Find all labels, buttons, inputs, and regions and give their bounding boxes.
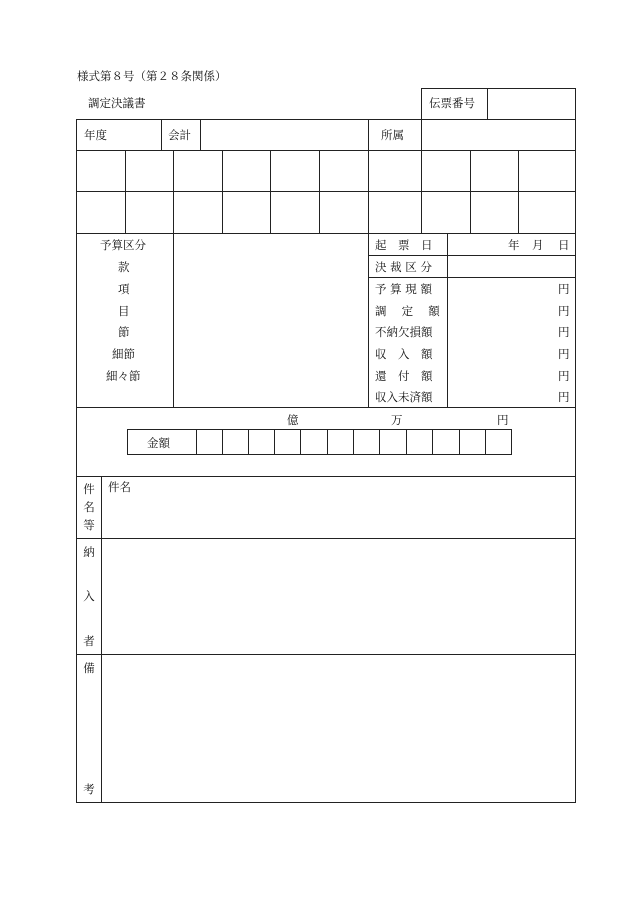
frame-left	[76, 119, 77, 803]
date-month: 月	[532, 238, 544, 252]
v-grid-5	[319, 150, 320, 233]
amount-digit-divider	[406, 429, 407, 455]
date-day: 日	[558, 238, 570, 252]
subject-label: 件名	[108, 480, 131, 494]
budget-moku-label: 目	[118, 304, 130, 318]
unit-oku: 億	[287, 413, 299, 427]
remarks-side-char: 考	[83, 782, 95, 796]
refund-label: 還 付 額	[375, 369, 433, 383]
decision-label: 決 裁 区 分	[375, 260, 432, 274]
slip-number-label: 伝票番号	[429, 96, 475, 110]
h-line-476	[76, 476, 576, 477]
v-budget-3	[447, 233, 448, 407]
yen-unit: 円	[558, 304, 570, 318]
subject-side-char: 件	[83, 482, 95, 496]
yen-unit: 円	[558, 347, 570, 361]
amount-label-divider	[196, 429, 197, 455]
amount-digit-divider	[300, 429, 301, 455]
frame-title-divider-mid	[487, 88, 488, 119]
amount-digit-divider	[485, 429, 486, 455]
v-grid-1	[125, 150, 126, 233]
draft-date-label: 起 票 日	[375, 238, 433, 252]
subject-side-char: 等	[83, 518, 95, 532]
frame-title-divider-left	[421, 88, 422, 119]
date-year: 年	[508, 238, 520, 252]
v-grid-9	[518, 150, 519, 233]
budget-saisetsu-label: 細節	[112, 347, 135, 361]
uncollectible-label: 不納欠損額	[375, 325, 433, 339]
v-year-3	[368, 119, 369, 150]
v-side-label	[101, 476, 102, 802]
form-title: 調定決議書	[88, 96, 146, 110]
unit-man: 万	[391, 413, 403, 427]
amount-digit-divider	[248, 429, 249, 455]
v-year-4	[421, 119, 422, 150]
form-number-note: 様式第８号（第２８条関係）	[77, 69, 227, 83]
account-label: 会計	[168, 128, 191, 142]
amount-digit-divider	[432, 429, 433, 455]
yen-unit: 円	[558, 390, 570, 404]
slip-number-field[interactable]	[492, 96, 572, 112]
amount-digit-divider	[327, 429, 328, 455]
amount-digit-divider	[353, 429, 354, 455]
v-year-1	[161, 119, 162, 150]
budget-kan-label: 款	[118, 260, 130, 274]
v-grid-8	[470, 150, 471, 233]
h-line-654	[76, 654, 576, 655]
budget-kou-label: 項	[118, 282, 130, 296]
frame-top-right	[421, 88, 576, 89]
amount-box[interactable]	[127, 429, 512, 455]
assessed-amount-label: 調 定 額	[375, 304, 440, 318]
budget-saisaisetsu-label: 細々節	[106, 369, 141, 383]
v-grid-4	[270, 150, 271, 233]
frame-right	[575, 88, 576, 803]
h-line-150	[76, 150, 576, 151]
budget-setsu-label: 節	[118, 325, 130, 339]
payer-side-char: 納	[83, 545, 95, 559]
v-grid-3	[222, 150, 223, 233]
v-grid-2	[173, 150, 174, 233]
amount-digit-divider	[459, 429, 460, 455]
remarks-side-char: 備	[83, 661, 95, 675]
amount-digit-divider	[222, 429, 223, 455]
uncollected-label: 収入未済額	[375, 390, 433, 404]
v-grid-7	[421, 150, 422, 233]
subject-side-char: 名	[83, 500, 95, 514]
h-line-119	[76, 119, 576, 120]
v-year-2	[200, 119, 201, 150]
amount-digit-divider	[274, 429, 275, 455]
yen-unit: 円	[558, 369, 570, 383]
v-budget-1	[173, 233, 174, 407]
v-grid-6	[368, 150, 369, 233]
h-info-1	[368, 255, 576, 256]
yen-unit: 円	[558, 282, 570, 296]
h-line-407	[76, 407, 576, 408]
payer-side-char: 者	[83, 634, 95, 648]
h-line-191	[76, 191, 576, 192]
amount-label: 金額	[147, 436, 170, 450]
h-line-802	[76, 802, 576, 803]
h-info-2	[368, 277, 576, 278]
amount-digit-divider	[379, 429, 380, 455]
budget-amount-label: 予 算 現 額	[375, 282, 432, 296]
yen-unit: 円	[558, 325, 570, 339]
h-line-233	[76, 233, 576, 234]
unit-yen: 円	[497, 413, 509, 427]
budget-division-label: 予算区分	[100, 238, 146, 252]
received-label: 収 入 額	[375, 347, 433, 361]
payer-side-char: 入	[83, 589, 95, 603]
year-label: 年度	[84, 128, 107, 142]
department-label: 所属	[381, 128, 404, 142]
h-line-538	[76, 538, 576, 539]
v-budget-2	[368, 233, 369, 407]
